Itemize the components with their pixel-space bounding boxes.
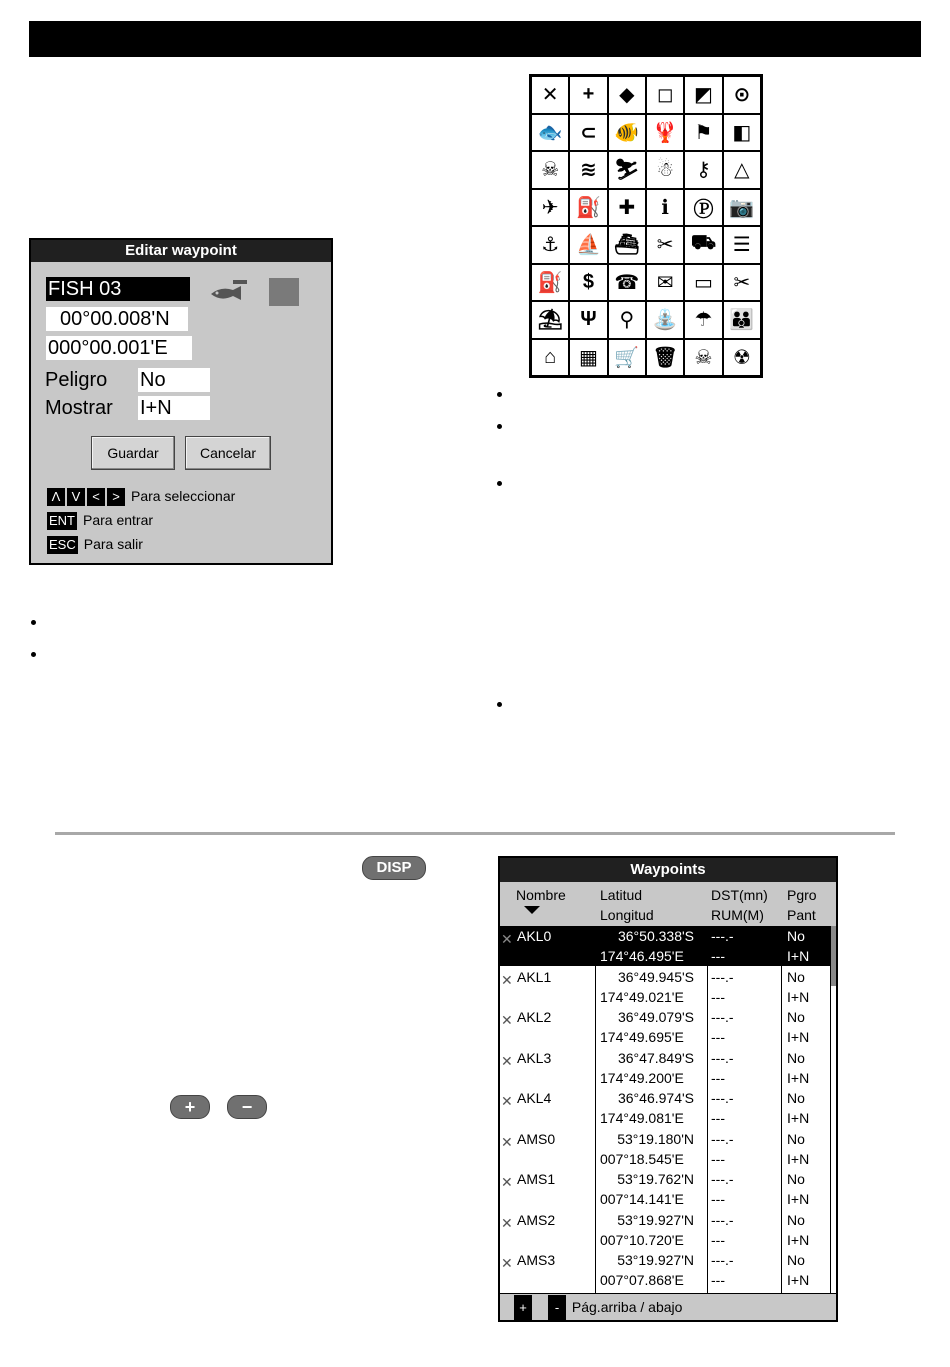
symbol-cell[interactable]: ⛟	[684, 226, 722, 264]
header-dst-label: DST(mn)	[711, 887, 768, 903]
waypoint-x-icon: ✕	[501, 1174, 513, 1190]
waypoint-x-icon: ✕	[501, 1255, 513, 1271]
waypoint-show: I+N	[787, 988, 810, 1005]
waypoint-bearing: ---	[711, 988, 725, 1005]
symbol-cell[interactable]: ⛷	[608, 151, 646, 189]
waypoint-show: I+N	[787, 1231, 810, 1248]
waypoint-bearing: ---	[711, 948, 725, 964]
symbol-cell[interactable]: ✂	[723, 264, 761, 302]
symbol-cell[interactable]: ⚲	[608, 301, 646, 339]
page-up-key-icon: +	[514, 1295, 532, 1321]
table-row[interactable]	[500, 1169, 830, 1209]
page-down-key-icon: -	[548, 1295, 566, 1321]
waypoint-longitude-field[interactable]: 000°00.001'E	[46, 336, 192, 360]
waypoint-bearing: ---	[711, 1029, 725, 1045]
symbol-cell[interactable]: 👪	[723, 301, 761, 339]
symbol-cell[interactable]: 🐟	[531, 114, 569, 152]
waypoint-danger: No	[787, 928, 805, 944]
waypoint-show: I+N	[787, 1069, 810, 1086]
esc-key-icon: ESC	[49, 537, 76, 552]
symbol-cell[interactable]: $	[569, 264, 607, 302]
waypoint-latitude: 53°19.180'N	[617, 1130, 694, 1147]
waypoint-bearing: ---	[711, 1272, 725, 1288]
waypoints-list	[500, 926, 836, 1294]
bullet	[31, 620, 36, 625]
symbol-cell[interactable]: ⊂	[569, 114, 607, 152]
waypoint-show: I+N	[787, 1191, 810, 1207]
symbol-cell[interactable]: ☎	[608, 264, 646, 302]
bullet	[497, 702, 502, 707]
waypoint-x-icon: ✕	[501, 1052, 513, 1069]
waypoint-name-field[interactable]: FISH 03	[46, 277, 190, 301]
waypoint-latitude: 53°19.927'N	[617, 1252, 694, 1268]
waypoint-distance: ---.-	[711, 1252, 734, 1268]
select-hint-text: Para seleccionar	[131, 488, 236, 504]
waypoint-distance: ---.-	[711, 1009, 734, 1025]
symbol-cell[interactable]: ✉	[646, 264, 684, 302]
symbol-cell[interactable]: 🐠	[608, 114, 646, 152]
waypoint-distance: ---.-	[711, 1049, 734, 1066]
waypoint-x-icon: ✕	[501, 1093, 513, 1109]
waypoint-distance: ---.-	[711, 1171, 734, 1187]
symbol-cell[interactable]: ☢	[723, 339, 761, 377]
waypoint-name: AMS1	[517, 1171, 556, 1187]
header-show-label: Pant	[787, 907, 816, 923]
waypoints-title: Waypoints	[500, 858, 836, 882]
table-row[interactable]	[500, 1048, 830, 1088]
waypoint-longitude: 007°07.868'E	[600, 1272, 684, 1288]
table-row[interactable]	[500, 967, 830, 1007]
waypoint-x-icon: ✕	[501, 1214, 513, 1231]
header-latitude-label: Latitud	[600, 887, 643, 903]
header-dst[interactable]	[711, 885, 768, 925]
symbol-cell[interactable]: Ψ	[569, 301, 607, 339]
symbol-cell[interactable]: ☃	[646, 151, 684, 189]
symbol-cell[interactable]: ⊙	[723, 76, 761, 114]
waypoint-show: I+N	[787, 1110, 810, 1126]
bullet	[31, 652, 36, 657]
table-row[interactable]	[500, 1088, 830, 1128]
waypoint-show: I+N	[787, 1272, 810, 1288]
waypoint-distance: ---.-	[711, 1130, 734, 1147]
symbol-cell[interactable]: ✕	[531, 76, 569, 114]
down-key-icon: V	[67, 488, 85, 506]
waypoint-danger: No	[787, 1049, 805, 1066]
symbol-cell[interactable]: ▦	[569, 339, 607, 377]
waypoints-header	[500, 882, 836, 926]
waypoint-name: AKL1	[517, 968, 552, 985]
select-hint-row	[47, 487, 235, 506]
minus-button[interactable]: −	[227, 1095, 267, 1119]
enter-hint-text: Para entrar	[83, 512, 154, 528]
symbol-cell[interactable]: 🛒	[608, 339, 646, 377]
waypoint-latitude: 36°49.945'S	[617, 968, 694, 985]
symbol-cell[interactable]: ⚓	[531, 226, 569, 264]
waypoint-show: I+N	[787, 1029, 810, 1045]
waypoint-show: I+N	[787, 1150, 810, 1167]
waypoint-longitude: 174°49.695'E	[600, 1029, 684, 1045]
waypoint-show: I+N	[787, 948, 810, 964]
waypoint-bearing: ---	[711, 1110, 725, 1126]
waypoint-name: AMS2	[517, 1211, 556, 1228]
symbol-cell[interactable]: ☠	[684, 339, 722, 377]
waypoint-name: AKL3	[517, 1049, 552, 1066]
header-danger-label: Pgro	[787, 887, 817, 903]
table-row[interactable]	[500, 926, 830, 966]
symbol-cell[interactable]: ⛲	[646, 301, 684, 339]
edit-waypoint-title: Editar waypoint	[31, 240, 331, 262]
waypoint-bearing: ---	[711, 1231, 725, 1248]
waypoint-distance: ---.-	[711, 968, 734, 985]
fish-icon[interactable]	[207, 278, 251, 306]
waypoint-symbol-grid	[529, 74, 763, 378]
waypoint-name: AMS3	[517, 1252, 556, 1268]
waypoint-x-icon: ✕	[501, 1133, 513, 1150]
symbol-cell[interactable]: ◻	[646, 76, 684, 114]
symbol-cell[interactable]: 🦞	[646, 114, 684, 152]
waypoint-danger: No	[787, 968, 805, 985]
waypoint-name: AKL4	[517, 1090, 552, 1106]
waypoint-longitude: 007°10.720'E	[600, 1231, 684, 1248]
bullet	[497, 392, 502, 397]
waypoint-danger: No	[787, 1130, 805, 1147]
symbol-cell[interactable]: ℹ	[646, 189, 684, 227]
symbol-cell[interactable]: ⚷	[684, 151, 722, 189]
waypoint-danger: No	[787, 1252, 805, 1268]
symbol-cell[interactable]: ⚑	[684, 114, 722, 152]
waypoint-name: AMS0	[517, 1130, 556, 1147]
section-divider	[55, 832, 895, 835]
symbol-cell[interactable]: ☠	[531, 151, 569, 189]
right-key-icon: >	[107, 488, 125, 506]
symbol-cell[interactable]: ⛽	[569, 189, 607, 227]
waypoint-latitude: 36°49.079'S	[617, 1009, 694, 1025]
header-brg-label: RUM(M)	[711, 907, 764, 923]
header-longitude-label: Longitud	[600, 907, 654, 923]
danger-field[interactable]: No	[138, 368, 210, 392]
waypoint-bearing: ---	[711, 1069, 725, 1086]
symbol-cell[interactable]: ☂	[684, 301, 722, 339]
waypoint-latitude: 53°19.927'N	[617, 1211, 694, 1228]
waypoint-x-icon: ✕	[501, 931, 513, 947]
ent-key-icon: ENT	[49, 513, 75, 528]
edit-waypoint-screen	[29, 238, 333, 565]
header-danger[interactable]	[787, 885, 817, 925]
waypoint-danger: No	[787, 1171, 805, 1187]
waypoint-longitude: 174°49.081'E	[600, 1110, 684, 1126]
waypoint-latitude-field[interactable]: 00°00.008'N	[46, 307, 188, 331]
waypoint-distance: ---.-	[711, 1090, 734, 1106]
waypoint-longitude: 174°49.200'E	[600, 1069, 684, 1086]
symbol-cell[interactable]: ⛵	[569, 226, 607, 264]
table-row[interactable]	[500, 1250, 830, 1290]
header-name[interactable]: Nombre	[516, 887, 566, 903]
bullet	[497, 424, 502, 429]
symbol-cell[interactable]: Ⓟ	[684, 189, 722, 227]
waypoint-longitude: 007°18.545'E	[600, 1150, 684, 1167]
waypoint-x-icon: ✕	[501, 1012, 513, 1028]
page-hint-text: Pág.arriba / abajo	[571, 1299, 683, 1315]
symbol-cell[interactable]: ◩	[684, 76, 722, 114]
left-key-icon: <	[87, 488, 105, 506]
waypoint-danger: No	[787, 1090, 805, 1106]
waypoint-distance: ---.-	[711, 928, 734, 944]
table-row[interactable]	[500, 1210, 830, 1250]
cancel-button[interactable]: Cancelar	[185, 436, 271, 470]
symbol-cell[interactable]: ✂	[646, 226, 684, 264]
waypoint-latitude: 36°46.974'S	[617, 1090, 694, 1106]
symbol-cell[interactable]: ▭	[684, 264, 722, 302]
header-latitude[interactable]	[600, 885, 654, 925]
waypoint-name: AKL2	[517, 1009, 552, 1025]
plus-button[interactable]: +	[170, 1095, 210, 1119]
symbol-cell[interactable]: ⛴	[608, 226, 646, 264]
symbol-color-swatch[interactable]	[269, 278, 299, 306]
sort-down-icon	[524, 906, 540, 914]
waypoints-footer	[500, 1293, 836, 1320]
waypoint-x-icon: ✕	[501, 971, 513, 988]
up-key-icon: Λ	[47, 488, 65, 506]
symbol-cell[interactable]: 📷	[723, 189, 761, 227]
waypoint-longitude: 007°14.141'E	[600, 1191, 684, 1207]
exit-hint-row	[47, 535, 143, 554]
symbol-cell[interactable]: ✈	[531, 189, 569, 227]
table-row[interactable]	[500, 1129, 830, 1169]
symbol-cell[interactable]: ☰	[723, 226, 761, 264]
waypoint-distance: ---.-	[711, 1211, 734, 1228]
symbol-cell[interactable]: ◧	[723, 114, 761, 152]
symbol-cell[interactable]: ✚	[608, 189, 646, 227]
table-row[interactable]	[500, 1007, 830, 1047]
waypoint-danger: No	[787, 1009, 805, 1025]
waypoint-latitude: 36°50.338'S	[617, 928, 694, 944]
symbol-cell[interactable]: ⌂	[531, 339, 569, 377]
header-bar	[29, 21, 921, 57]
show-field[interactable]: I+N	[138, 396, 210, 420]
waypoint-danger: No	[787, 1211, 805, 1228]
waypoint-bearing: ---	[711, 1191, 725, 1207]
save-button[interactable]: Guardar	[91, 436, 175, 470]
symbol-cell[interactable]: +	[569, 76, 607, 114]
bullet	[497, 481, 502, 486]
symbol-cell[interactable]: ⛽	[531, 264, 569, 302]
waypoint-latitude: 36°47.849'S	[617, 1049, 694, 1066]
disp-button[interactable]: DISP	[362, 856, 426, 880]
waypoint-longitude: 174°49.021'E	[600, 988, 684, 1005]
waypoint-longitude: 174°46.495'E	[600, 948, 684, 964]
danger-label: Peligro	[45, 369, 108, 391]
symbol-cell[interactable]: 🗑	[646, 339, 684, 377]
waypoint-latitude: 53°19.762'N	[617, 1171, 694, 1187]
symbol-cell[interactable]: △	[723, 151, 761, 189]
symbol-cell[interactable]: ⛱	[531, 301, 569, 339]
symbol-cell[interactable]: ◆	[608, 76, 646, 114]
exit-hint-text: Para salir	[83, 536, 143, 552]
symbol-cell[interactable]: ≋	[569, 151, 607, 189]
waypoints-screen	[498, 856, 838, 1322]
enter-hint-row	[47, 511, 153, 530]
show-label: Mostrar	[45, 397, 113, 419]
waypoint-bearing: ---	[711, 1150, 725, 1167]
waypoint-name: AKL0	[517, 928, 552, 944]
scrollbar-thumb[interactable]	[831, 926, 836, 986]
